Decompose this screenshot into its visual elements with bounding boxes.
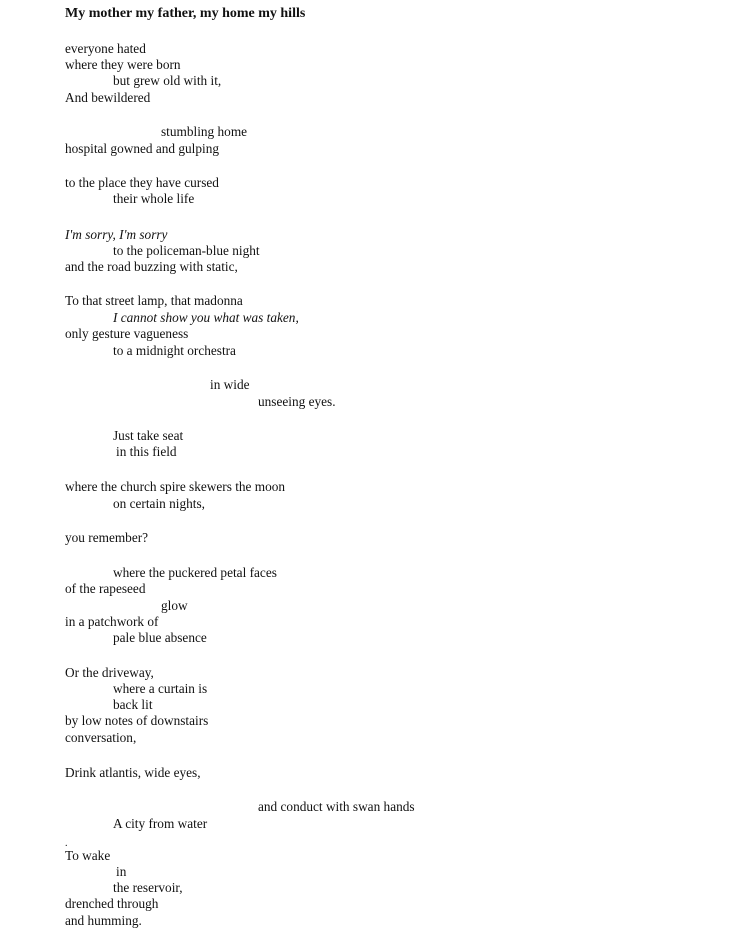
- poem-line: A city from water: [113, 816, 208, 831]
- poem-line: and the road buzzing with static,: [65, 259, 238, 274]
- poem-line: Or the driveway,: [65, 665, 154, 680]
- poem-line: unseeing eyes.: [258, 394, 336, 409]
- poem-line: To that street lamp, that madonna: [65, 293, 243, 308]
- poem-line: but grew old with it,: [113, 73, 222, 88]
- poem-line: in this field: [116, 444, 177, 459]
- poem-line: to the policeman-blue night: [113, 243, 260, 258]
- poem-line: Drink atlantis, wide eyes,: [65, 765, 201, 780]
- poem-line: back lit: [113, 697, 153, 712]
- poem-line: I cannot show you what was taken,: [113, 310, 299, 325]
- poem-line: To wake: [65, 848, 111, 863]
- poem-line: drenched through: [65, 896, 159, 911]
- poem-line: you remember?: [65, 530, 149, 545]
- poem-line: their whole life: [113, 191, 195, 206]
- poem-line: pale blue absence: [113, 630, 207, 645]
- poem-line: to a midnight orchestra: [113, 343, 236, 358]
- poem-line: of the rapeseed: [65, 581, 146, 596]
- poem-line: where a curtain is: [113, 681, 208, 696]
- poem-line: stumbling home: [161, 124, 248, 139]
- poem-line: I'm sorry, I'm sorry: [65, 227, 168, 242]
- poem-line: in: [116, 864, 127, 879]
- poem-line: the reservoir,: [113, 880, 183, 895]
- poem-line: to the place they have cursed: [65, 175, 219, 190]
- poem-line: everyone hated: [65, 41, 146, 56]
- poem-line: And bewildered: [65, 90, 151, 105]
- poem-line: where the church spire skewers the moon: [65, 479, 286, 494]
- poem-title: My mother my father, my home my hills: [65, 6, 306, 21]
- poem-line: where the puckered petal faces: [113, 565, 277, 580]
- poem-line: and conduct with swan hands: [258, 799, 415, 814]
- poem-line: by low notes of downstairs: [65, 713, 209, 728]
- poem-line: and humming.: [65, 913, 142, 928]
- poem-line: on certain nights,: [113, 496, 205, 511]
- poem-line: glow: [161, 598, 188, 613]
- poem-line: hospital gowned and gulping: [65, 141, 220, 156]
- poem-line: conversation,: [65, 730, 137, 745]
- poem-line: Just take seat: [113, 428, 184, 443]
- poem-line: where they were born: [65, 57, 181, 72]
- poem-line: in a patchwork of: [65, 614, 159, 629]
- stray-period: .: [65, 838, 68, 849]
- poem-line: in wide: [210, 377, 250, 392]
- poem-line: only gesture vagueness: [65, 326, 189, 341]
